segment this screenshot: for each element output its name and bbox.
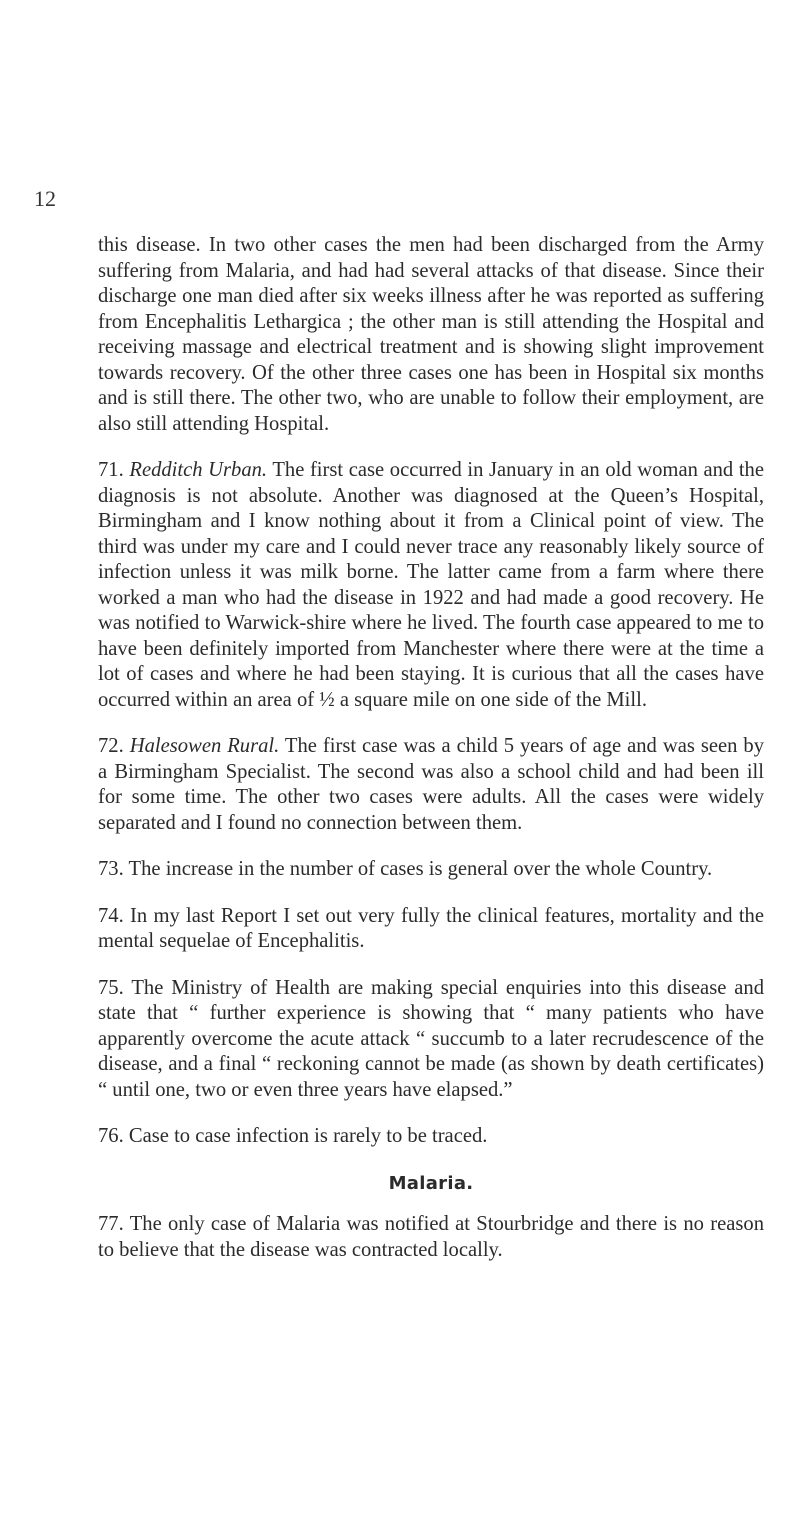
paragraph-77 [98,1212,764,1263]
paragraph-76 [98,1124,764,1150]
paragraph-number: 77. [98,1213,124,1235]
page-number: 12 [34,186,56,211]
paragraph-text: The first case occurred in January in an old woman and the diagnosis is not absolute. Another was diagnosed at the Queen’s Hospital, Birmingham and I know nothing about it from a Clinical point of view. The third was under my care and I could never trace any reasonably likely source of infection unless it was milk borne. The latter came from a farm where there worked a man who had the disease in 1922 and had made a good recovery. He was notified to Warwick-shire where he lived. The fourth case appeared to me to have been definitely imported from Manchester where there were at the time a lot of cases and where he had been staying. It is curious that all the cases have occurred within an area of ½ a square mile on one side of the Mill. [98,459,764,711]
paragraph-text: The increase in the number of cases is general over the whole Country. [128,858,713,880]
paragraph-75 [98,976,764,1104]
paragraph-number: 75. [98,976,124,999]
paragraph-title: Halesowen Rural. [129,735,280,757]
paragraph-73 [98,857,764,883]
paragraph-72 [98,734,764,836]
page-body [98,233,764,1284]
paragraph-continuation [98,233,764,437]
section-heading-malaria: Malaria. [388,1172,474,1194]
paragraph-71 [98,458,764,713]
paragraph-number: 76. [98,1125,124,1147]
paragraph-number: 73. [98,858,124,880]
paragraph-number: 71. [98,459,124,481]
paragraph-number: 72. [98,735,124,757]
paragraph-text: this disease. In two other cases the men had been discharged from the Army suffering from Malaria, and had had several attacks of that disease. Since their discharge one man died after six weeks illness after he was reported as suffering from Encephalitis Lethargica ; the other man is still attending the Hospital and receiving massage and electrical treatment and is showing slight improvement towards recovery. Of the other three cases one has been in Hospital six months and is still there. The other two, who are unable to follow their employment, are also still attending Hospital. [98,234,764,435]
paragraph-74 [98,904,764,955]
paragraph-text: In my last Report I set out very fully the clinical features, mortality and the mental sequelae of Encephalitis. [98,904,764,952]
paragraph-text: The only case of Malaria was notified at Stourbridge and there is no reason to believe that the disease was contracted locally. [98,1213,764,1261]
paragraph-title: Redditch Urban. [129,459,268,481]
paragraph-text: The first case was a child 5 years of age and was seen by a Birmingham Specialist. The second was also a school child and had been ill for some time. The other two cases were adults. All the cases were widely separated and I found no connection between them. [98,735,764,834]
paragraph-text: The Ministry of Health are making special enquiries into this disease and state that “ further experience is showing that “ many patients who have apparently overcome the acute attack “ succumb to a later recrudescence of the disease, and a final “ reckoning cannot be made (as shown by death certificates) “ until one, two or even three years have elapsed.” [98,976,764,1101]
paragraph-number: 74. [98,904,124,927]
paragraph-text: Case to case infection is rarely to be traced. [128,1125,488,1147]
